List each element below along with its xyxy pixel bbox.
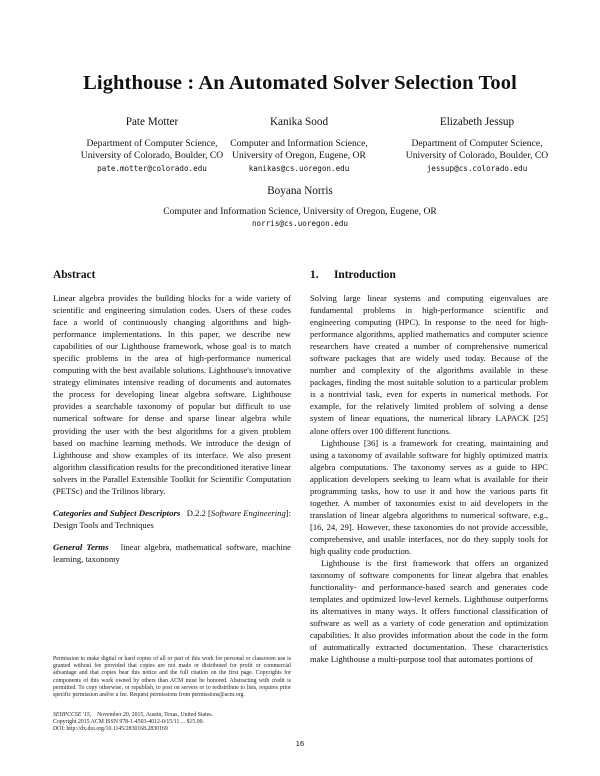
- general-terms-label: General Terms: [53, 541, 109, 552]
- affiliation-line: Computer and Information Science,: [230, 138, 368, 149]
- section-number: 1.: [310, 269, 319, 281]
- intro-paragraph-1: Solving large linear systems and computing eigenvalues are fundamental problems in high-performance scientific and engineering computing (HPC). In response to the need for high-performance algorithms, applied mathematics and computer science researchers have created a number of comprehensive numerical software packages that are widely used today. Because of the number and complexity of the algorithms available in these packages, finding the most suitable solution to a particular problem is a nontrivial task, even for experts in numerical methods. For example, for the relatively limited problem of solving a dense system of linear equations, the numerical library LAPACK [25] alone offers over 100 different functions.: [310, 293, 548, 436]
- section-title: Introduction: [334, 269, 396, 281]
- author-affiliation: [199, 138, 399, 163]
- doi-line: DOI: http://dx.doi.org/10.1145/2830168.2830169: [53, 726, 168, 733]
- affiliation-line: University of Colorado, Boulder, CO: [80, 150, 224, 162]
- publication-info: [53, 712, 291, 734]
- affiliation-line: Department of Computer Science,: [411, 138, 543, 149]
- permission-notice: Permission to make digital or hard copies of all or part of this work for personal or classroom use is granted without fee provided that copies are not made or distributed for profit or commercial advantage and that copies bear this notice and the full citation on the first page. Copyrights for components of this work owned by others than ACM must be honored. Abstracting with credit is permitted. To copy otherwise, or republish, to post on servers or to redistribute to lists, requires prior specific permission and/or a fee. Request permissions from permissions@acm.org.: [53, 656, 291, 699]
- author-email: jessup@cs.colorado.edu: [426, 163, 528, 173]
- paper-title: Lighthouse : An Automated Solver Selection Tool: [83, 72, 517, 94]
- affiliation-line: Department of Computer Science,: [86, 138, 218, 149]
- author-email: kanikas@cs.uoregon.edu: [248, 163, 350, 173]
- abstract-text: Linear algebra provides the building blocks for a wide variety of scientific and engineering simulation codes. Users of these codes face a world of continuously changing algorithms and high-performance implementations. In this paper, we describe new capabilities of our Lighthouse framework, whose goal is to match specific problems in the area of high-performance numerical computing with the best available solutions. Lighthouse's innovative strategy eliminates intensive reading of documents and automates the process for developing linear algebra software. Lighthouse provides a searchable taxonomy of popular but difficult to use numerical software for dense and sparse linear algebra while providing the user with the best algorithms for a given problem based on machine learning methods. We introduce the design of Lighthouse and show examples of its interface. We also present algorithm classification results for the preconditioned iterative linear solvers in the Parallel Extensible Toolkit for Scientific Computation (PETSc) and the Trilinos library.: [53, 293, 291, 496]
- left-column: [53, 268, 291, 565]
- affiliation-line: University of Colorado, Boulder, CO: [405, 150, 549, 162]
- categories-italic: Software Engineering: [210, 507, 286, 518]
- author-email: norris@cs.uoregon.edu: [251, 219, 348, 229]
- author-name: Elizabeth Jessup: [439, 116, 515, 128]
- general-terms-text: linear algebra, mathematical software, machine learning, taxonomy: [53, 541, 291, 564]
- categories-label: Categories and Subject Descriptors: [53, 507, 181, 518]
- author-block-2: [199, 115, 399, 175]
- abstract-heading: Abstract: [53, 269, 96, 281]
- author-name: Pate Motter: [125, 116, 179, 128]
- affiliation-line: Computer and Information Science, University of Oregon, Eugene, OR: [163, 206, 437, 217]
- intro-heading: [310, 268, 548, 282]
- author-block-4: [100, 184, 500, 230]
- author-name: Boyana Norris: [267, 185, 333, 197]
- affiliation-line: University of Oregon, Eugene, OR: [232, 150, 366, 162]
- categories-code: D.2.2 [: [186, 507, 211, 518]
- general-terms: [53, 541, 291, 565]
- author-email: pate.motter@colorado.edu: [97, 163, 207, 173]
- author-block-3: [377, 115, 577, 175]
- conference-name: SEHPCCSE '15,: [53, 712, 92, 718]
- author-affiliation: [100, 206, 500, 218]
- categories-rest: ]: Design Tools and Techniques: [53, 507, 292, 530]
- intro-paragraph-2: Lighthouse [36] is a framework for creating, maintaining and using a taxonomy of available software for highly optimized matrix algebra computations. The taxonomy serves as a guide to HPC application developers seeking to learn what is available for their programming tasks, how to use it and how the various parts fit together. A number of taxonomies exist to aid developers in the translation of linear algebra algorithms to numerical software, e.g., [16, 24, 29]. However, these taxonomies do not provide accessible, comprehensive, and usable interfaces, nor do they supply tools for high quality code production.: [310, 437, 548, 556]
- author-name: Kanika Sood: [269, 116, 329, 128]
- page-number: 16: [295, 739, 305, 748]
- intro-paragraph-3: Lighthouse is the first framework that offers an organized taxonomy of software components for linear algebra that enables functionality- and performance-based search and generates code templates and optimized low-level kernels. Lighthouse outperforms its alternatives in many ways. It offers functional classification of software as well as a variety of code generation and optimization capabilities. It also provides information about the code in the form of automatically extracted documentation. These characteristics make Lighthouse a multi-purpose tool that automates portions of: [310, 558, 548, 665]
- author-affiliation: [377, 138, 577, 163]
- right-column: [310, 268, 548, 665]
- conference-details: November 20, 2015, Austin, Texas, United States.: [97, 712, 213, 718]
- copyright-line: Copyright 2015 ACM ISSN 978-1-4503-4012-0/15/11 ... $15.00.: [53, 719, 204, 726]
- categories-descriptors: [53, 507, 291, 531]
